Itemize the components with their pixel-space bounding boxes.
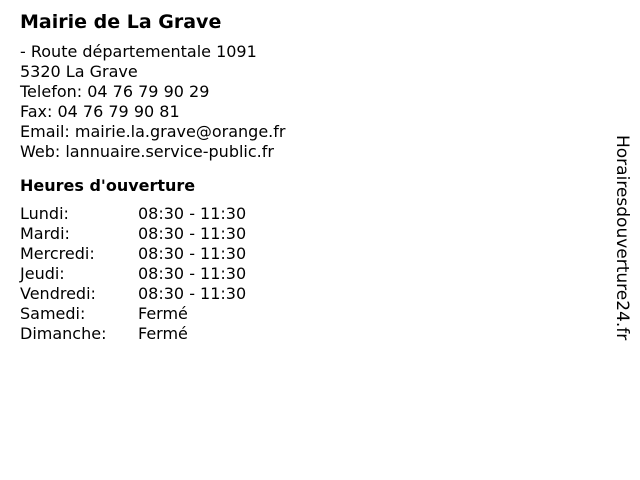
hours-row-samedi <box>20 304 580 324</box>
hours-row-lundi <box>20 204 580 224</box>
hours-heading: Heures d'ouverture <box>20 176 196 195</box>
address-block <box>20 42 580 162</box>
hours-row-dimanche <box>20 324 580 344</box>
business-card <box>20 10 580 344</box>
hours-day: Mardi: <box>20 224 70 243</box>
web-line: Web: lannuaire.service-public.fr <box>20 142 274 161</box>
hours-row-mercredi <box>20 244 580 264</box>
hours-row-jeudi <box>20 264 580 284</box>
hours-day: Samedi: <box>20 304 86 323</box>
hours-day: Jeudi: <box>20 264 65 283</box>
phone-line: Telefon: 04 76 79 90 29 <box>20 82 210 101</box>
street-address: - Route départementale 1091 <box>20 42 257 61</box>
hours-time: Fermé <box>138 304 188 323</box>
hours-time: 08:30 - 11:30 <box>138 264 247 283</box>
hours-time: 08:30 - 11:30 <box>138 204 247 223</box>
hours-day: Lundi: <box>20 204 69 223</box>
brand-watermark: Horairesdouverture24.fr <box>612 135 632 341</box>
hours-day: Vendredi: <box>20 284 96 303</box>
hours-time: Fermé <box>138 324 188 343</box>
city-line: 5320 La Grave <box>20 62 138 81</box>
email-line: Email: mairie.la.grave@orange.fr <box>20 122 286 141</box>
hours-table <box>20 204 580 344</box>
hours-row-vendredi <box>20 284 580 304</box>
hours-time: 08:30 - 11:30 <box>138 244 247 263</box>
fax-line: Fax: 04 76 79 90 81 <box>20 102 180 121</box>
hours-day: Dimanche: <box>20 324 107 343</box>
hours-time: 08:30 - 11:30 <box>138 224 247 243</box>
hours-row-mardi <box>20 224 580 244</box>
hours-day: Mercredi: <box>20 244 95 263</box>
hours-time: 08:30 - 11:30 <box>138 284 247 303</box>
page-title: Mairie de La Grave <box>20 11 222 33</box>
